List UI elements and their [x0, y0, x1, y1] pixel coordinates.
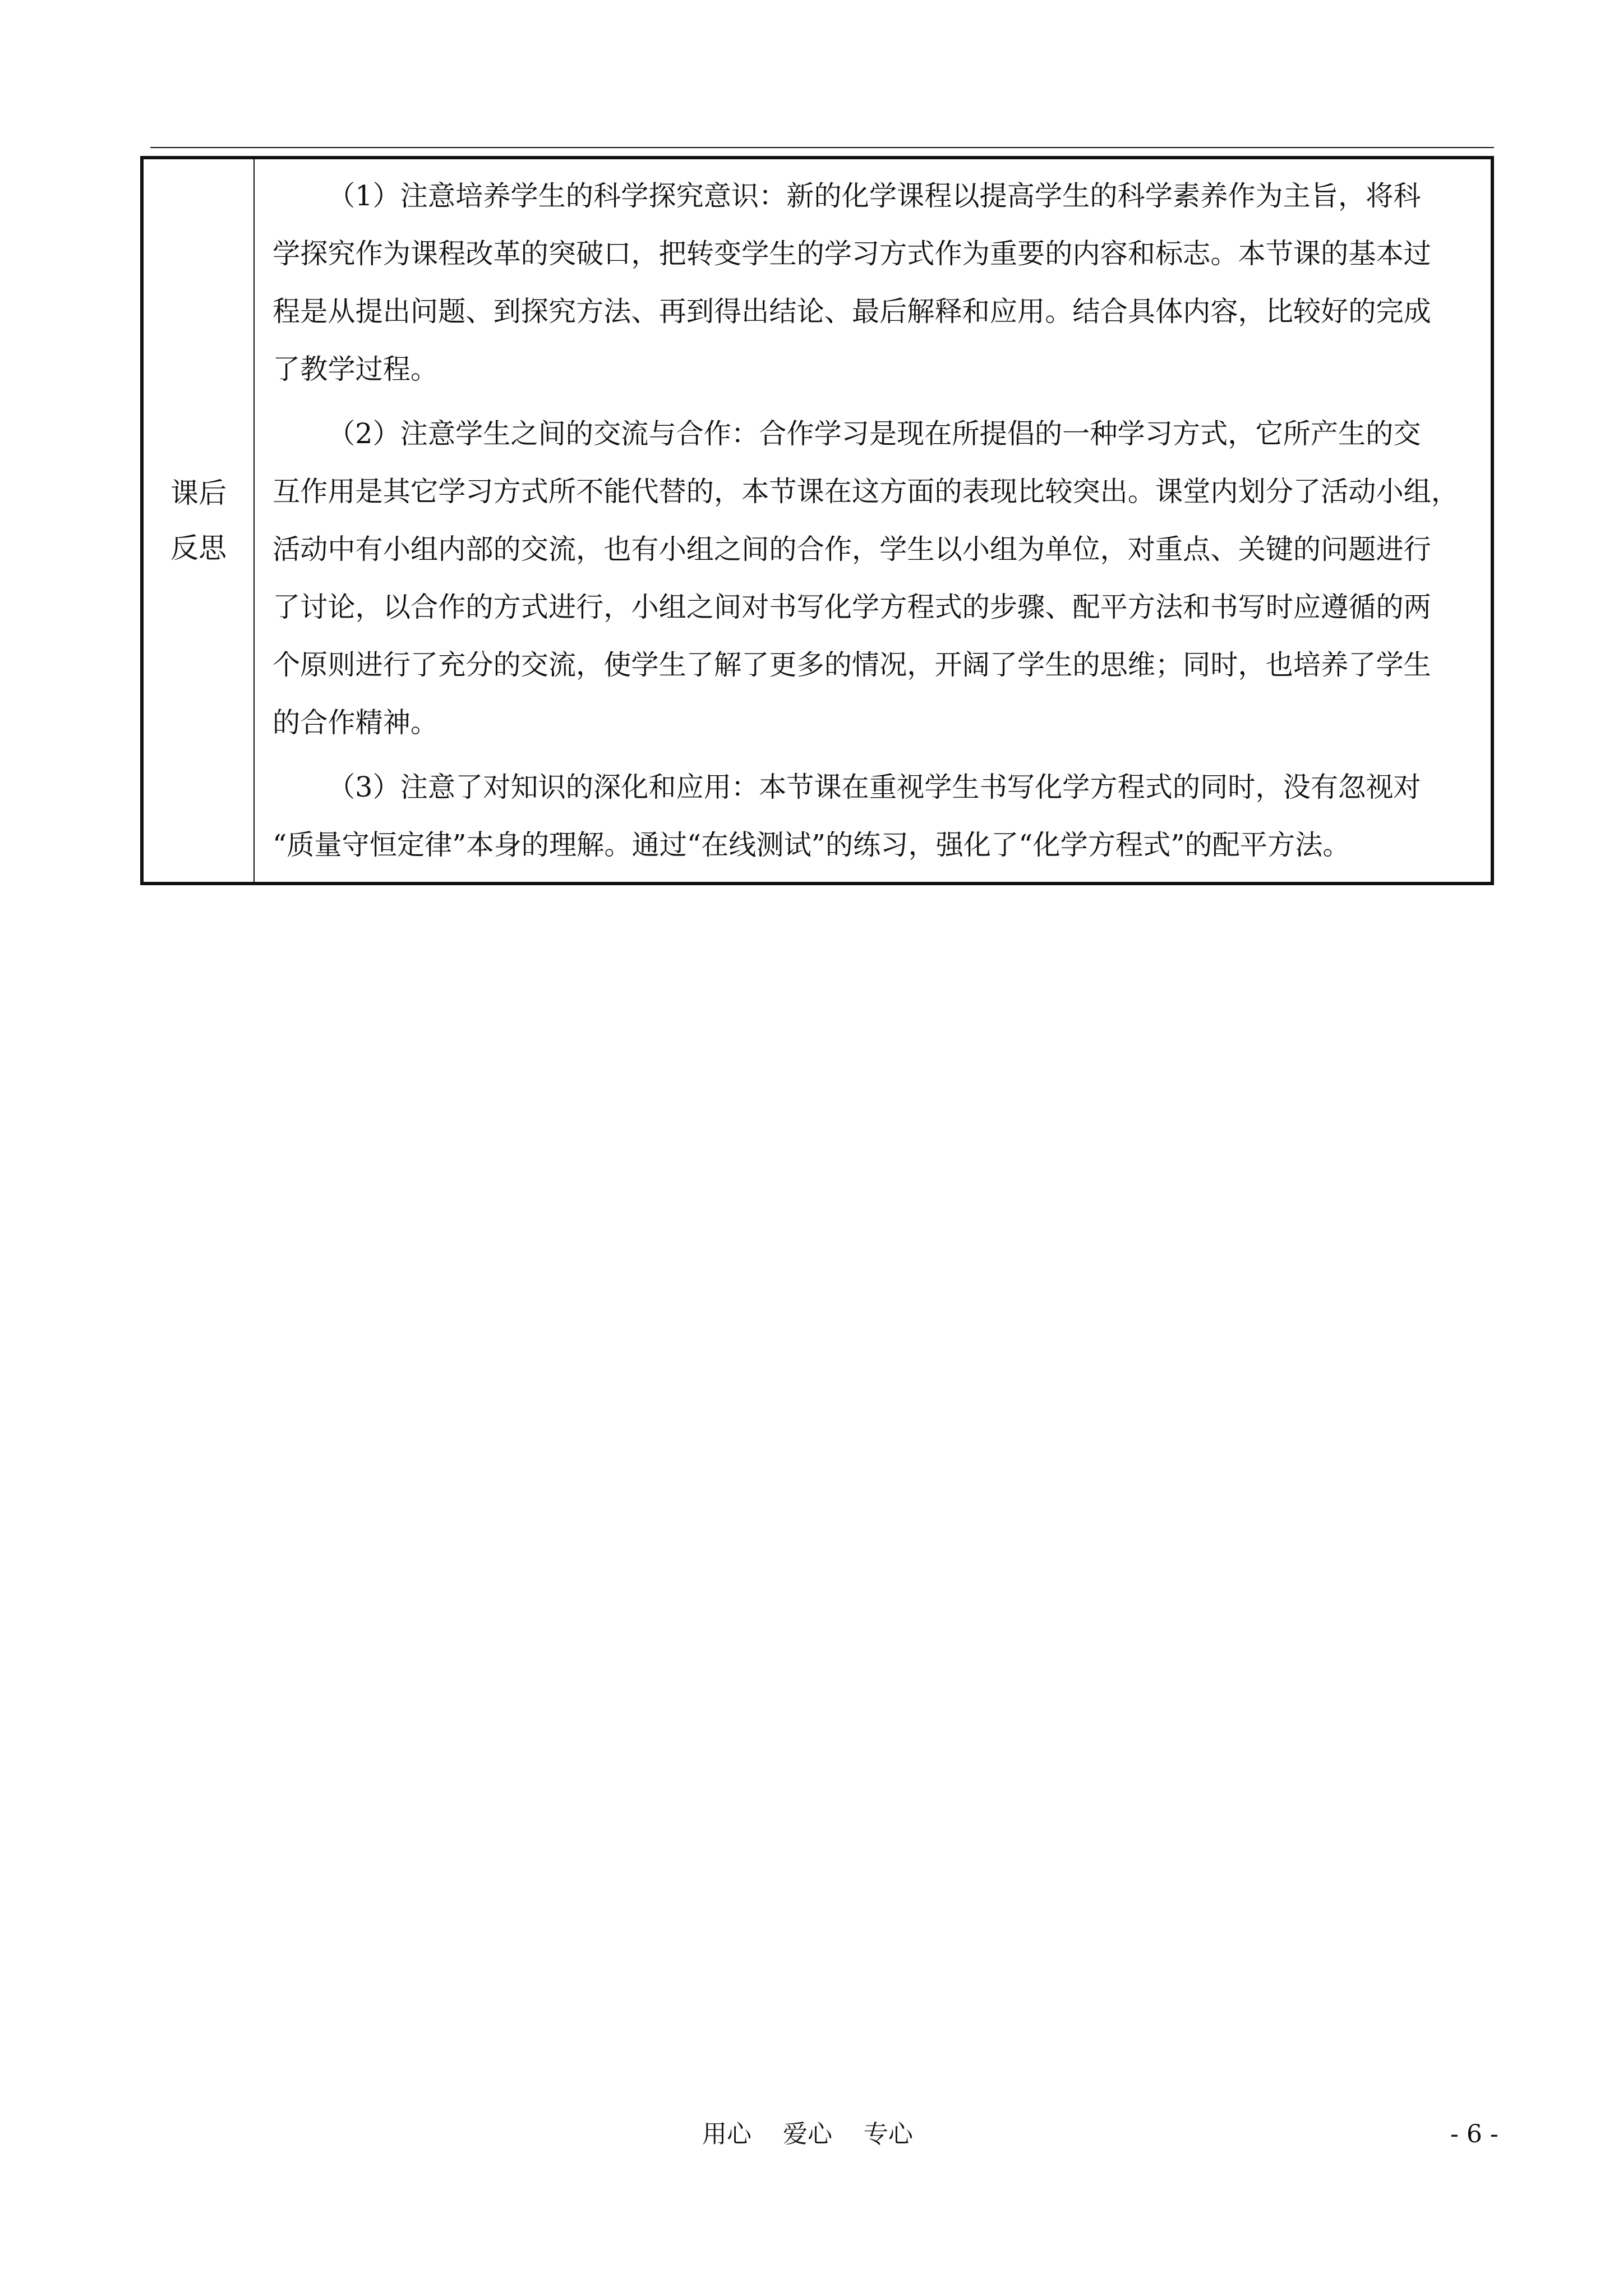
paragraph-line: （2）注意学生之间的交流与合作：合作学习是现在所提倡的一种学习方式，它所产生的交: [328, 417, 1421, 450]
paragraph-line: 互作用是其它学习方式所不能代替的，本节课在这方面的表现比较突出。课堂内划分了活动小组，: [273, 475, 1459, 508]
reflection-label-cell: [142, 158, 254, 884]
paragraph-line: （1）注意培养学生的科学探究意识：新的化学课程以提高学生的科学素养作为主旨，将科: [328, 180, 1421, 212]
paragraph-2: [273, 405, 1472, 752]
paragraph-1: [273, 167, 1472, 398]
paragraph-line: 的合作精神。: [273, 706, 439, 739]
footer-motto: 用心 爱心 专心: [702, 2120, 913, 2148]
header-rule: [150, 147, 1494, 148]
paragraph-line: 了讨论，以合作的方式进行，小组之间对书写化学方程式的步骤、配平方法和书写时应遵循的两: [273, 591, 1431, 623]
paragraph-3: [273, 758, 1472, 874]
paragraph-line: 学探究作为课程改革的突破口，把转变学生的学习方式作为重要的内容和标志。本节课的基本过: [273, 237, 1431, 270]
paragraph-line: （3）注意了对知识的深化和应用：本节课在重视学生书写化学方程式的同时，没有忽视对: [328, 771, 1421, 803]
reflection-table: [140, 156, 1494, 885]
paragraph-line: 程是从提出问题、到探究方法、再到得出结论、最后解释和应用。结合具体内容，比较好的完成: [273, 295, 1431, 328]
reflection-label-line-1: 课后: [170, 477, 227, 509]
reflection-row: [142, 158, 1492, 884]
page-number: - 6 -: [1450, 2120, 1498, 2148]
reflection-label-line-2: 反思: [170, 532, 227, 564]
paragraph-line: 活动中有小组内部的交流，也有小组之间的合作，学生以小组为单位，对重点、关键的问题进行: [273, 533, 1431, 565]
paragraph-line: “质量守恒定律”本身的理解。通过“在线测试”的练习，强化了“化学方程式”的配平方法。: [273, 829, 1350, 861]
reflection-content-cell: [254, 158, 1492, 884]
paragraph-line: 个原则进行了充分的交流，使学生了解了更多的情况，开阔了学生的思维；同时，也培养了学生: [273, 648, 1431, 681]
paragraph-line: 了教学过程。: [273, 353, 439, 385]
